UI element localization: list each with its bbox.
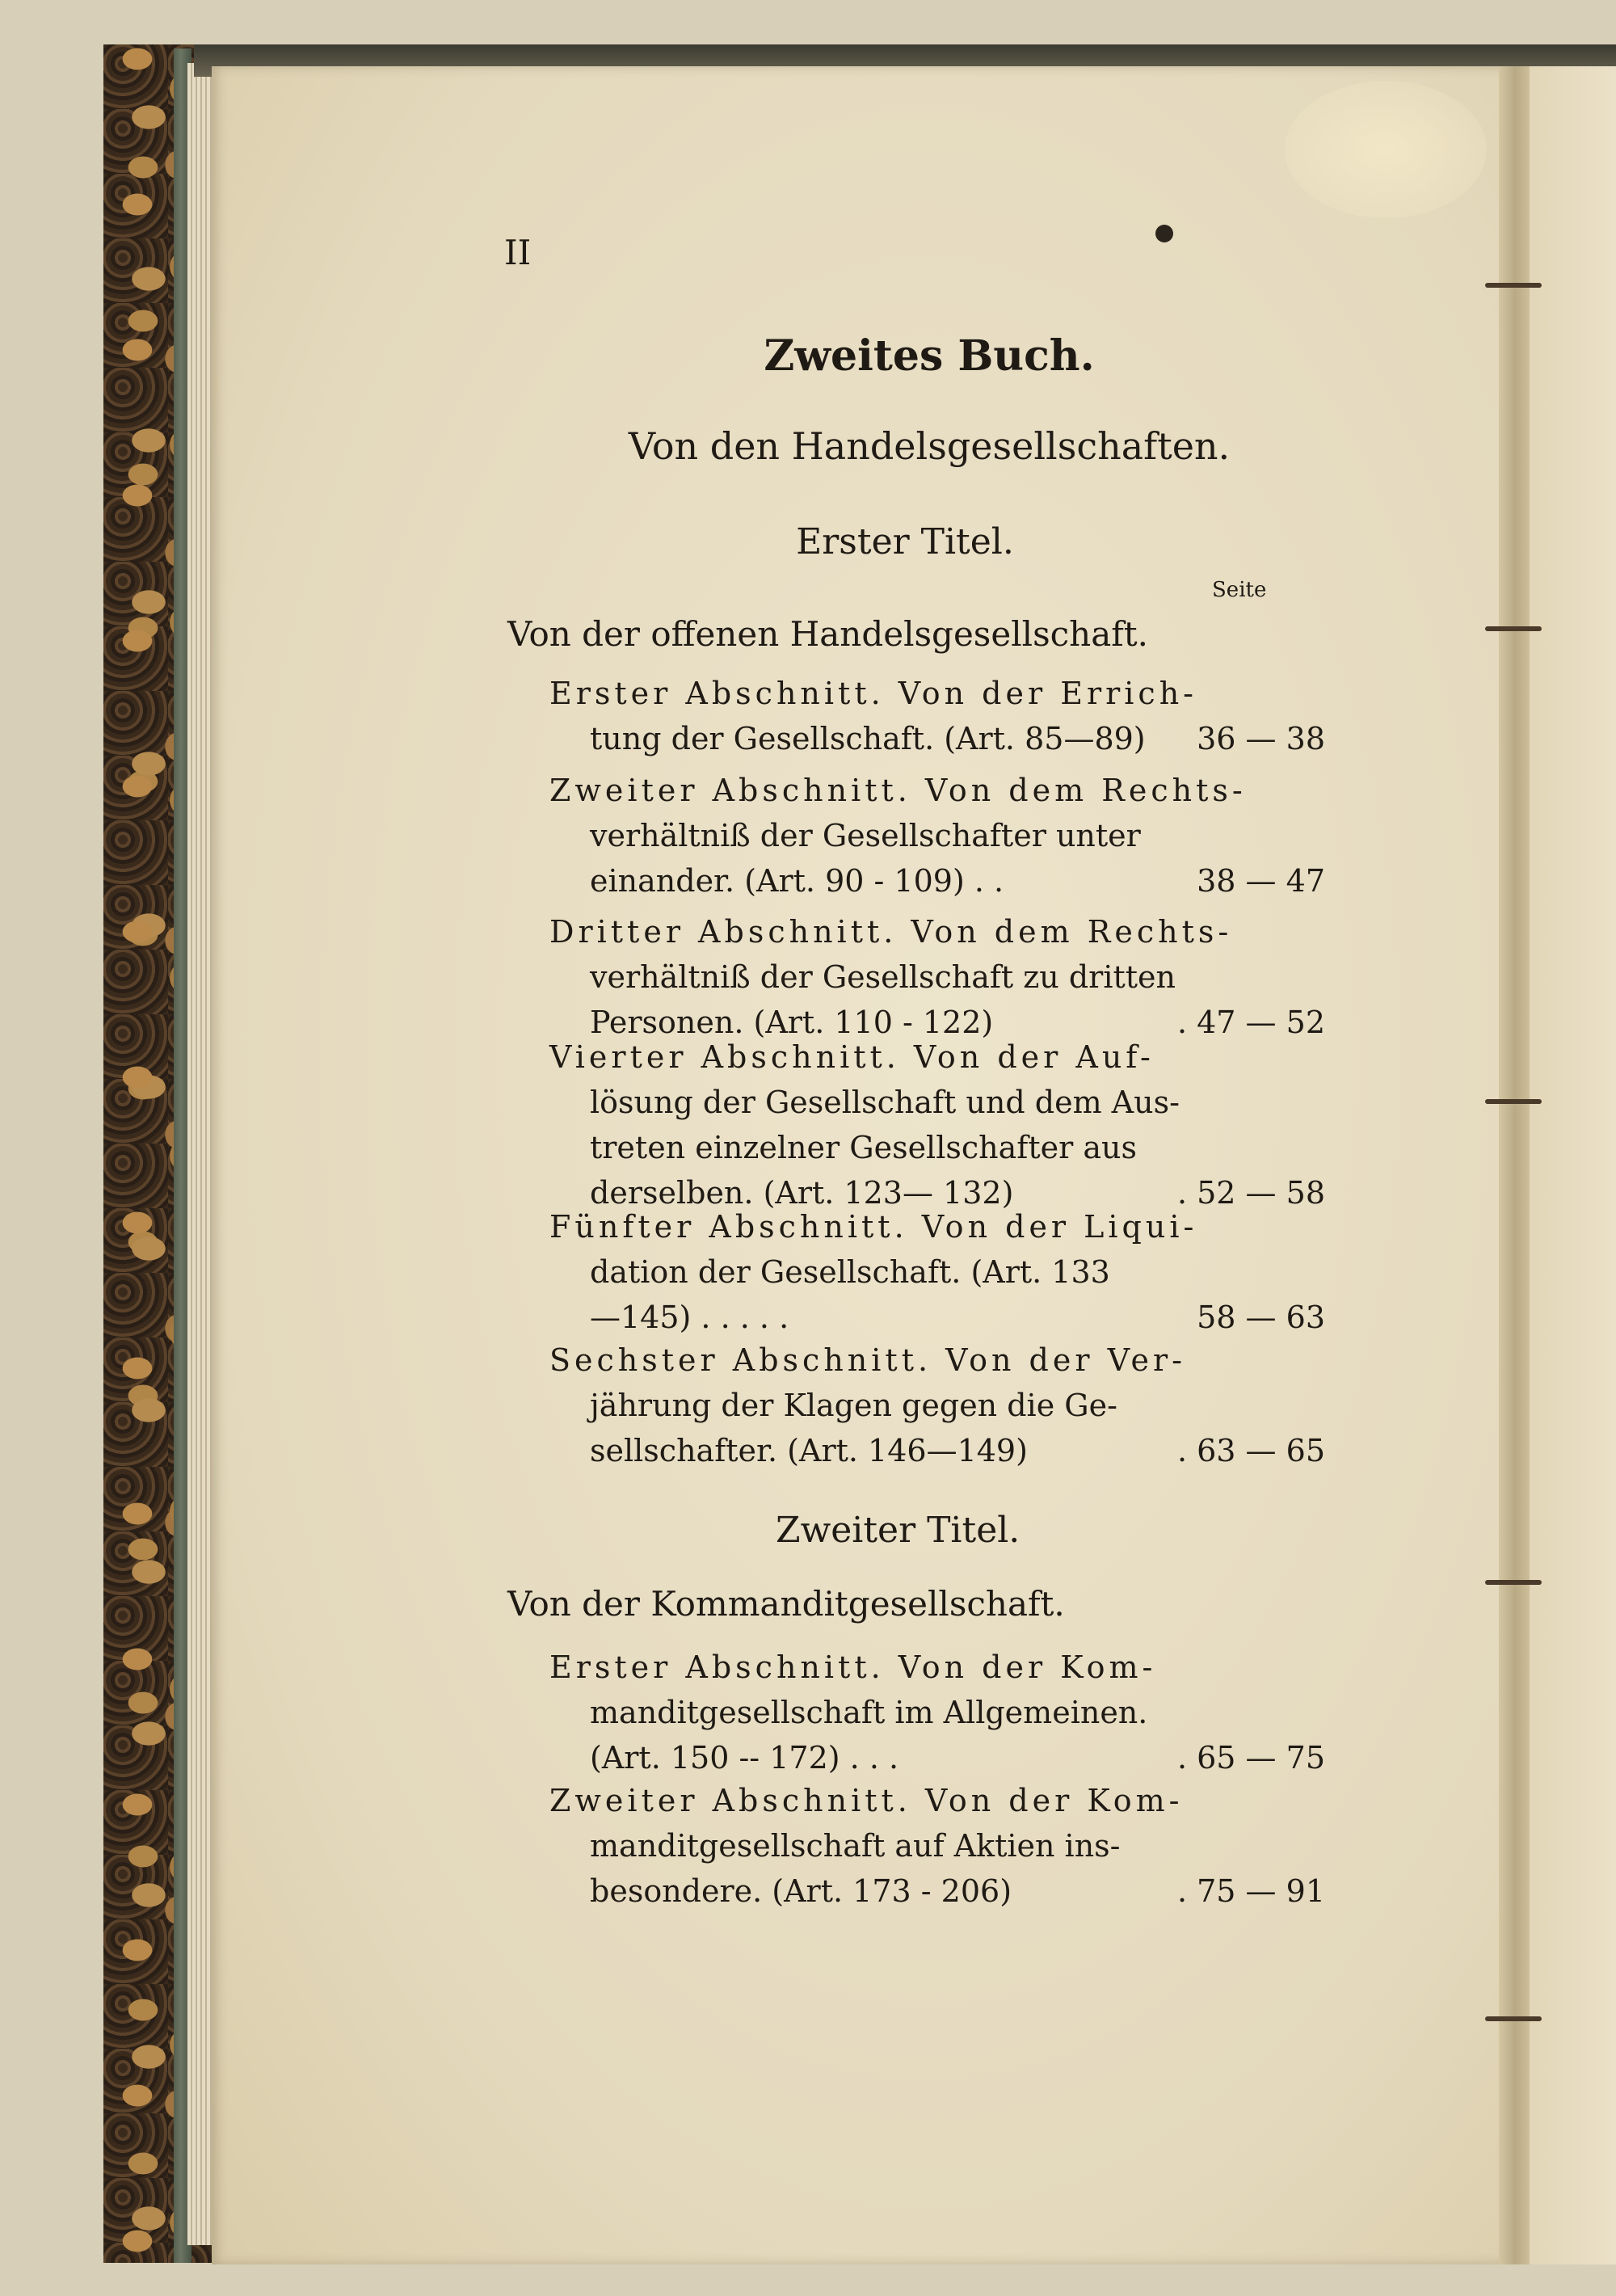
entry-line: lösung der Gesellschaft und dem Aus- xyxy=(590,1085,1180,1120)
paper-stain xyxy=(1285,81,1487,218)
binding-stitch xyxy=(1485,2016,1542,2021)
entry-line: manditgesellschaft auf Aktien ins- xyxy=(590,1828,1121,1864)
entry-line: einander. (Art. 90 - 109) . . 38 — 47 xyxy=(549,858,1325,904)
binding-stitch xyxy=(1485,1580,1542,1585)
binding-stitch xyxy=(1485,283,1542,288)
ink-dot xyxy=(1155,225,1173,242)
entry-line: tung der Gesellschaft. (Art. 85—89) 36 — 38 xyxy=(549,716,1325,761)
entry-line: sellschafter. (Art. 146—149) . 63 — 65 xyxy=(549,1428,1325,1473)
entry-pages: . 63 — 65 xyxy=(1176,1433,1325,1468)
entry-line: dation der Gesellschaft. (Art. 133 xyxy=(590,1254,1110,1290)
toc-entry xyxy=(549,768,1325,904)
entry-line: treten einzelner Gesellschafter aus xyxy=(590,1130,1137,1165)
entry-line: verhältniß der Gesellschaft zu dritten xyxy=(590,959,1176,995)
entry-pages: . 65 — 75 xyxy=(1176,1740,1325,1776)
entry-line: Erster Abschnitt. Von der Errich- xyxy=(549,676,1198,711)
entry-line: Fünfter Abschnitt. Von der Liqui- xyxy=(549,1209,1198,1245)
book-heading: Zweites Buch. xyxy=(764,331,1095,381)
toc-entry xyxy=(549,1338,1325,1473)
entry-pages: . 52 — 58 xyxy=(1176,1175,1325,1211)
toc-entry xyxy=(549,909,1325,1045)
entry-line: verhältniß der Gesellschafter unter xyxy=(590,818,1141,853)
entry-line: Sechster Abschnitt. Von der Ver- xyxy=(549,1342,1187,1378)
section-heading: Von der offenen Handelsgesellschaft. xyxy=(507,614,1149,654)
entry-line: manditgesellschaft im Allgemeinen. xyxy=(590,1695,1148,1730)
entry-line: besondere. (Art. 173 - 206) . 75 — 91 xyxy=(549,1868,1325,1914)
entry-line: derselben. (Art. 123— 132) . 52 — 58 xyxy=(549,1170,1325,1215)
entry-pages: 58 — 63 xyxy=(1197,1300,1325,1335)
entry-pages: . 47 — 52 xyxy=(1176,1005,1325,1040)
binding-stitch xyxy=(1485,1099,1542,1104)
entry-line: Zweiter Abschnitt. Von dem Rechts- xyxy=(549,773,1247,808)
entry-line: Dritter Abschnitt. Von dem Rechts- xyxy=(549,914,1233,950)
entry-line: —145) . . . . . 58 — 63 xyxy=(549,1295,1325,1340)
section-heading: Von der Kommanditgesellschaft. xyxy=(507,1584,1065,1624)
toc-entry xyxy=(549,1204,1325,1340)
entry-line: Erster Abschnitt. Von der Kom- xyxy=(549,1649,1157,1685)
toc-entry xyxy=(549,1034,1325,1215)
title-heading: Zweiter Titel. xyxy=(776,1510,1021,1551)
entry-line: Vierter Abschnitt. Von der Auf- xyxy=(549,1039,1155,1075)
entry-line: (Art. 150 -- 172) . . . . 65 — 75 xyxy=(549,1735,1325,1780)
entry-line: Zweiter Abschnitt. Von der Kom- xyxy=(549,1783,1184,1818)
facing-page-edge xyxy=(1530,66,1616,2264)
toc-entry xyxy=(549,671,1325,761)
entry-pages: 36 — 38 xyxy=(1197,721,1325,756)
entry-pages: 38 — 47 xyxy=(1197,863,1325,899)
entry-pages: . 75 — 91 xyxy=(1176,1873,1325,1909)
title-heading: Erster Titel. xyxy=(796,521,1014,562)
page-number: II xyxy=(504,233,532,272)
toc-entry xyxy=(549,1645,1325,1780)
toc-entry xyxy=(549,1778,1325,1914)
entry-line: Personen. (Art. 110 - 122) . 47 — 52 xyxy=(549,1000,1325,1045)
binding-stitch xyxy=(1485,626,1542,631)
book-subheading: Von den Handelsgesellschaften. xyxy=(628,424,1231,468)
entry-line: jährung der Klagen gegen die Ge- xyxy=(590,1388,1117,1423)
page-gutter xyxy=(1499,66,1531,2264)
page-column-label: Seite xyxy=(1212,578,1267,602)
